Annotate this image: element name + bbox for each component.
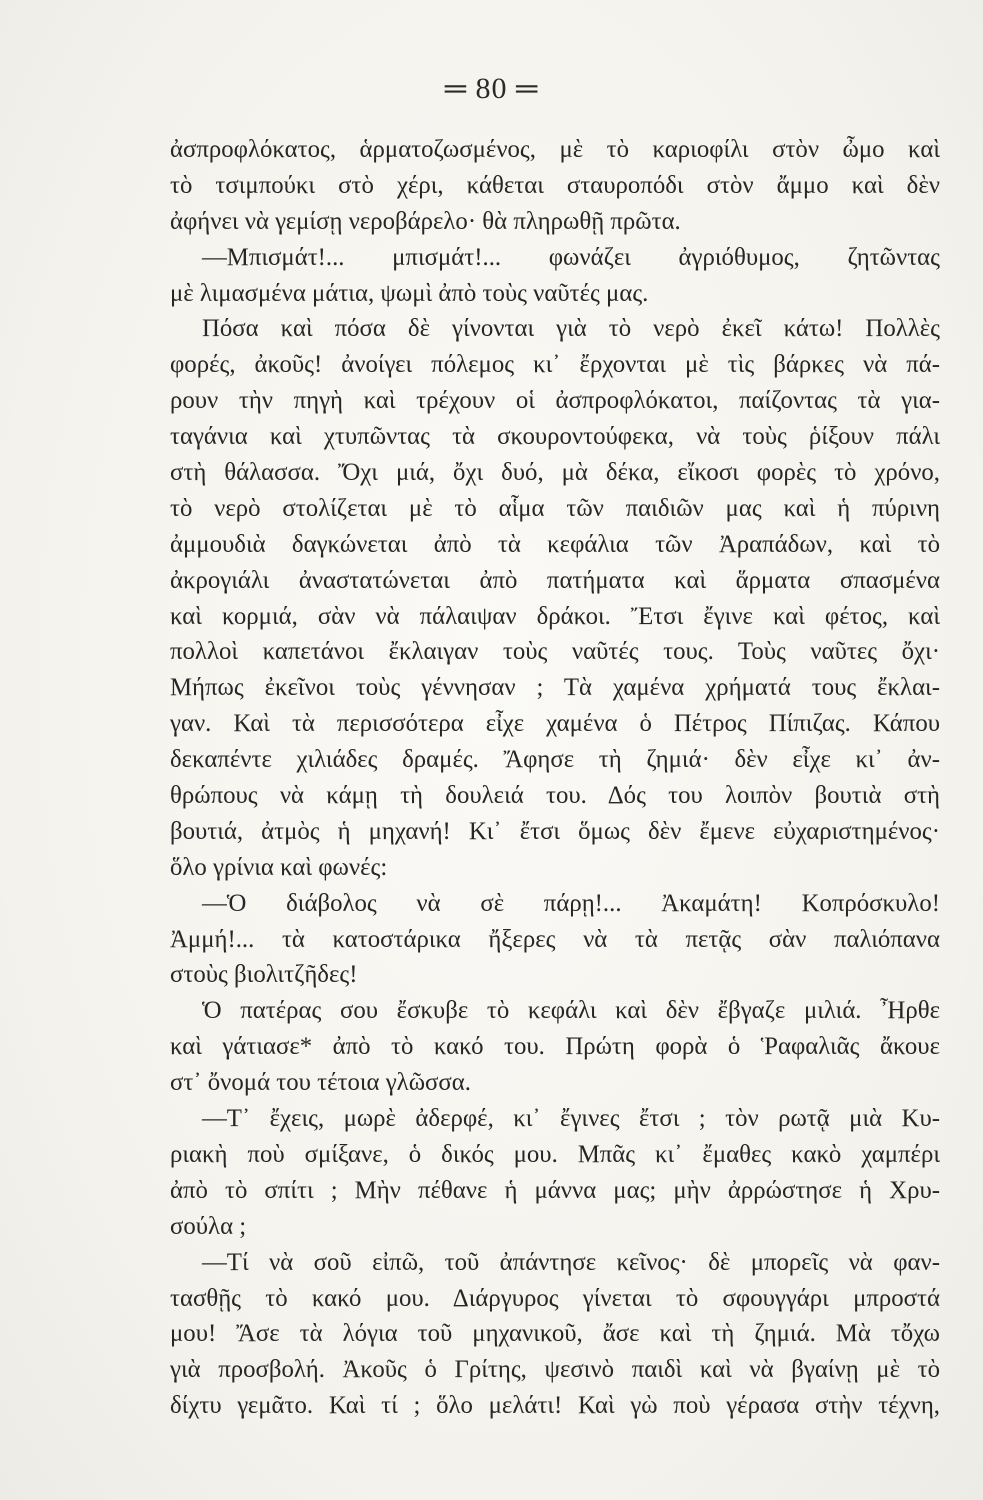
text-line: ἀπὸ τὸ σπίτι ; Μὴν πέθανε ἡ μάννα μας; μὴν ἀρρώστησε ἡ Χρυ-	[170, 1176, 940, 1204]
text-line: καὶ γάτιασε* ἀπὸ τὸ κακό του. Πρώτη φορὰ ὁ Ῥαφαλιᾶς ἄκουε	[170, 1033, 940, 1061]
text-line: —Μπισμάτ!... μπισμάτ!... φωνάζει ἀγριόθυμος, ζητῶντας	[202, 243, 940, 271]
page-number: ═ 80 ═	[444, 72, 539, 105]
text-line: φορές, ἀκοῦς! ἀνοίγει πόλεμος κι᾿ ἔρχονται μὲ τὶς βάρκες νὰ πά-	[170, 351, 940, 379]
text-line: —Τ᾿ ἔχεις, μωρὲ ἀδερφέ, κι᾿ ἔγινες ἔτσι ; τὸν ρωτᾷ μιὰ Κυ-	[202, 1105, 940, 1133]
text-line: δίχτυ γεμᾶτο. Καὶ τί ; ὅλο μελάτι! Καὶ γὼ ποὺ γέρασα στὴν τέχνη,	[170, 1392, 940, 1420]
text-line: στ᾿ ὄνομά του τέτοια γλῶσσα.	[170, 1069, 471, 1097]
text-line: ταγάνια καὶ χτυπῶντας τὰ σκουροντούφεκα, νὰ τοὺς ῥίξουν πάλι	[170, 423, 940, 451]
text-line: τὸ νερὸ στολίζεται μὲ τὸ αἷμα τῶν παιδιῶν μας καὶ ἡ πύρινη	[170, 494, 940, 522]
text-line: πολλοὶ καπετάνοι ἔκλαιγαν τοὺς ναῦτές τους. Τοὺς ναῦτες ὄχι·	[170, 638, 940, 666]
text-line: ριακὴ ποὺ σμίξανε, ὁ δικός μου. Μπᾶς κι᾿ ἔμαθες κακὸ χαμπέρι	[170, 1140, 940, 1168]
text-line: τὸ τσιμπούκι στὸ χέρι, κάθεται σταυροπόδι στὸν ἄμμο καὶ δὲν	[170, 171, 940, 199]
text-line: μου! Ἄσε τὰ λόγια τοῦ μηχανικοῦ, ἄσε καὶ τὴ ζημιά. Μὰ τὄχω	[170, 1320, 940, 1348]
text-line: ἀκρογιάλι ἀναστατώνεται ἀπὸ πατήματα καὶ ἅρματα σπασμένα	[170, 566, 940, 594]
text-line: Ὁ πατέρας σου ἔσκυβε τὸ κεφάλι καὶ δὲν ἔβγαζε μιλιά. Ἦρθε	[202, 997, 940, 1025]
text-line: καὶ κορμιά, σὰν νὰ πάλαιψαν δράκοι. Ἔτσι ἔγινε καὶ φέτος, καὶ	[170, 602, 940, 630]
text-line: ἀμμουδιὰ δαγκώνεται ἀπὸ τὰ κεφάλια τῶν Ἀραπάδων, καὶ τὸ	[170, 530, 940, 558]
text-line: Ἀμμή!... τὰ κατοστάρικα ἤξερες νὰ τὰ πετᾷς σὰν παλιόπανα	[170, 925, 940, 953]
text-line: —Τί νὰ σοῦ εἰπῶ, τοῦ ἀπάντησε κεῖνος· δὲ μπορεῖς νὰ φαν-	[202, 1248, 940, 1276]
text-line: στοὺς βιολιτζῆδες!	[170, 961, 358, 989]
text-line: γαν. Καὶ τὰ περισσότερα εἶχε χαμένα ὁ Πέτρος Πίπιζας. Κάπου	[170, 710, 940, 738]
text-line: Μήπως ἐκεῖνοι τοὺς γέννησαν ; Τὰ χαμένα χρήματά τους ἔκλαι-	[170, 674, 940, 702]
text-line: βουτιά, ἀτμὸς ἡ μηχανή! Κι᾿ ἔτσι ὅμως δὲν ἔμενε εὐχαριστημένος·	[170, 817, 940, 845]
text-line: ρουν τὴν πηγὴ καὶ τρέχουν οἱ ἀσπροφλόκατοι, παίζοντας τὰ για-	[170, 387, 940, 415]
text-line: ὅλο γρίνια καὶ φωνές:	[170, 853, 388, 881]
body-text	[170, 132, 940, 1424]
text-line: —Ὁ διάβολος νὰ σὲ πάρῃ!... Ἀκαμάτη! Κοπρόσκυλο!	[202, 889, 940, 917]
text-line: θρώπους νὰ κάμῃ τὴ δουλειά του. Δός του λοιπὸν βουτιὰ στὴ	[170, 782, 940, 810]
text-line: ἀφήνει νὰ γεμίσῃ νεροβάρελο· θὰ πληρωθῇ πρῶτα.	[170, 207, 681, 235]
text-line: σούλα ;	[170, 1212, 247, 1240]
text-line: τασθῇς τὸ κακό μου. Διάργυρος γίνεται τὸ σφουγγάρι μπροστά	[170, 1284, 940, 1312]
text-line: Πόσα καὶ πόσα δὲ γίνονται γιὰ τὸ νερὸ ἐκεῖ κάτω! Πολλὲς	[202, 315, 940, 343]
text-line: δεκαπέντε χιλιάδες δραμές. Ἄφησε τὴ ζημιά· δὲν εἶχε κι᾿ ἀν-	[170, 746, 940, 774]
text-line: στὴ θάλασσα. Ὄχι μιά, ὄχι δυό, μὰ δέκα, εἴκοσι φορὲς τὸ χρόνο,	[170, 459, 940, 487]
text-line: ἀσπροφλόκατος, ἁρματοζωσμένος, μὲ τὸ καριοφίλι στὸν ὦμο καὶ	[170, 136, 940, 163]
text-line: μὲ λιμασμένα μάτια, ψωμὶ ἀπὸ τοὺς ναῦτές μας.	[170, 279, 649, 307]
text-line: γιὰ προσβολή. Ἀκοῦς ὁ Γρίτης, ψεσινὸ παιδὶ καὶ νὰ βγαίνῃ μὲ τὸ	[170, 1356, 940, 1384]
